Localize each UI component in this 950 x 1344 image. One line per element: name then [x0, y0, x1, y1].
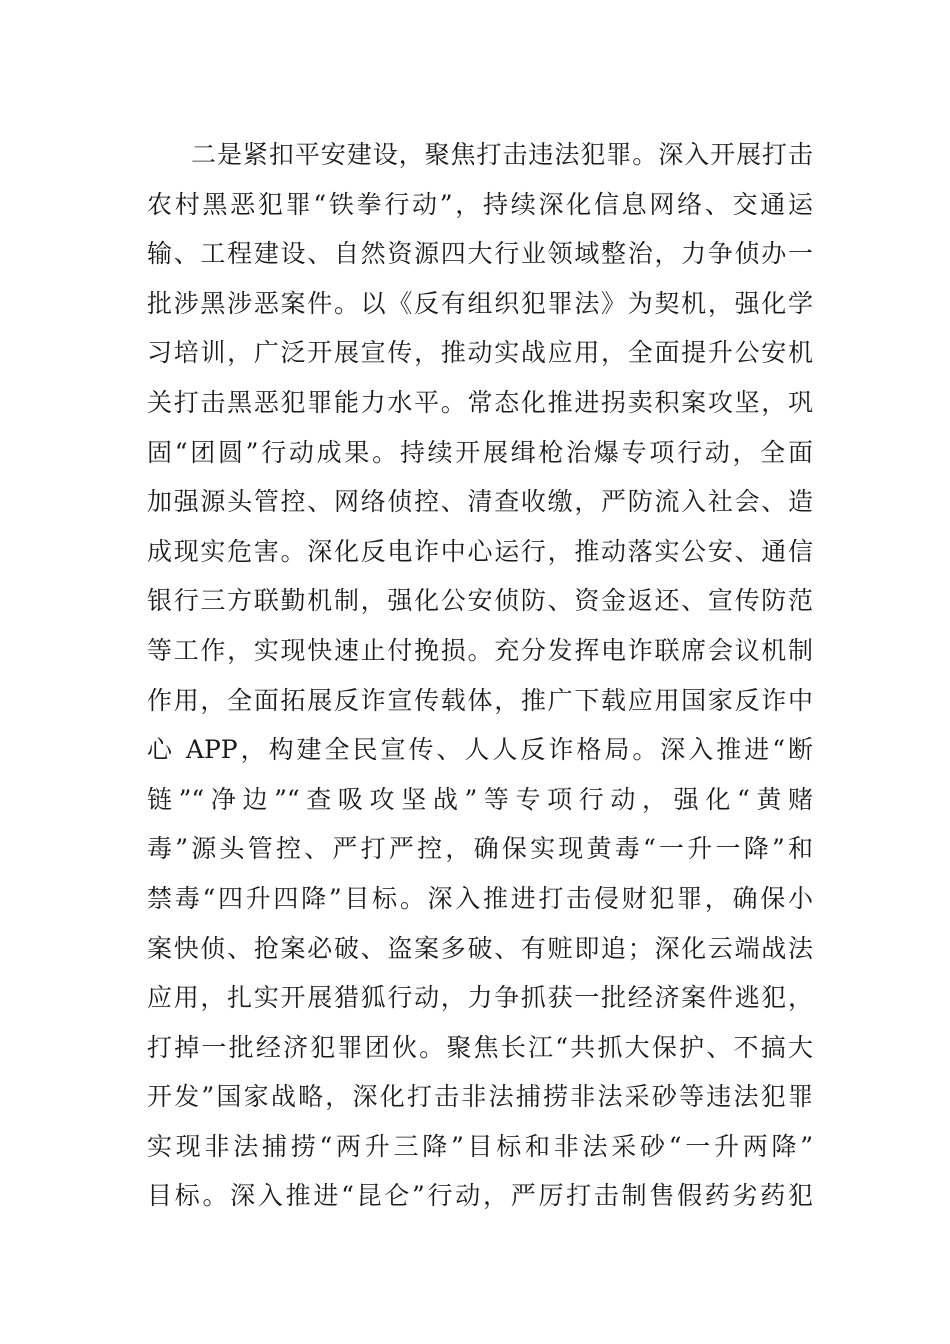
text-line: 批涉黑涉恶案件。以《反有组织犯罪法》为契机，强化学 [147, 288, 813, 318]
text-line: 成现实危害。深化反电诈中心运行，推动落实公安、通信 [147, 536, 813, 566]
text-line: 作用，全面拓展反诈宣传载体，推广下载应用国家反诈中 [147, 685, 813, 715]
text-line: 二是紧扣平安建设，聚焦打击违法犯罪。深入开展打击 [191, 140, 813, 169]
text-line: 禁毒“四升四降”目标。深入推进打击侵财犯罪，确保小 [147, 883, 813, 913]
text-line: 心 APP，构建全民宣传、人人反诈格局。深入推进“断 [147, 735, 813, 765]
text-line: 案快侦、抢案必破、盗案多破、有赃即追；深化云端战法 [147, 933, 813, 963]
text-line: 应用，扎实开展猎狐行动，力争抓获一批经济案件逃犯， [147, 983, 813, 1013]
text-line: 关打击黑恶犯罪能力水平。常态化推进拐卖积案攻坚，巩 [147, 387, 813, 417]
text-line: 目标。深入推进“昆仑”行动，严厉打击制售假药劣药犯 [147, 1181, 813, 1211]
text-line: 习培训，广泛开展宣传，推动实战应用，全面提升公安机 [147, 338, 813, 368]
text-line: 固“团圆”行动成果。持续开展缉枪治爆专项行动，全面 [147, 437, 813, 467]
text-line: 农村黑恶犯罪“铁拳行动”，持续深化信息网络、交通运 [147, 189, 813, 219]
body-paragraph [147, 130, 813, 1221]
text-line: 输、工程建设、自然资源四大行业领域整治，力争侦办一 [147, 239, 813, 269]
text-line: 开发”国家战略，深化打击非法捕捞非法采砂等违法犯罪 [147, 1082, 813, 1112]
text-line: 打掉一批经济犯罪团伙。聚焦长江“共抓大保护、不搞大 [147, 1032, 813, 1062]
text-line: 毒”源头管控、严打严控，确保实现黄毒“一升一降”和 [147, 834, 813, 864]
text-line: 等工作，实现快速止付挽损。充分发挥电诈联席会议机制 [147, 635, 813, 665]
text-line: 实现非法捕捞“两升三降”目标和非法采砂“一升两降” [147, 1131, 813, 1161]
text-line: 加强源头管控、网络侦控、清查收缴，严防流入社会、造 [147, 487, 813, 517]
text-line: 银行三方联勤机制，强化公安侦防、资金返还、宣传防范 [147, 586, 813, 616]
text-line: 链”“净边”“查吸攻坚战”等专项行动，强化“黄赌 [147, 784, 813, 814]
